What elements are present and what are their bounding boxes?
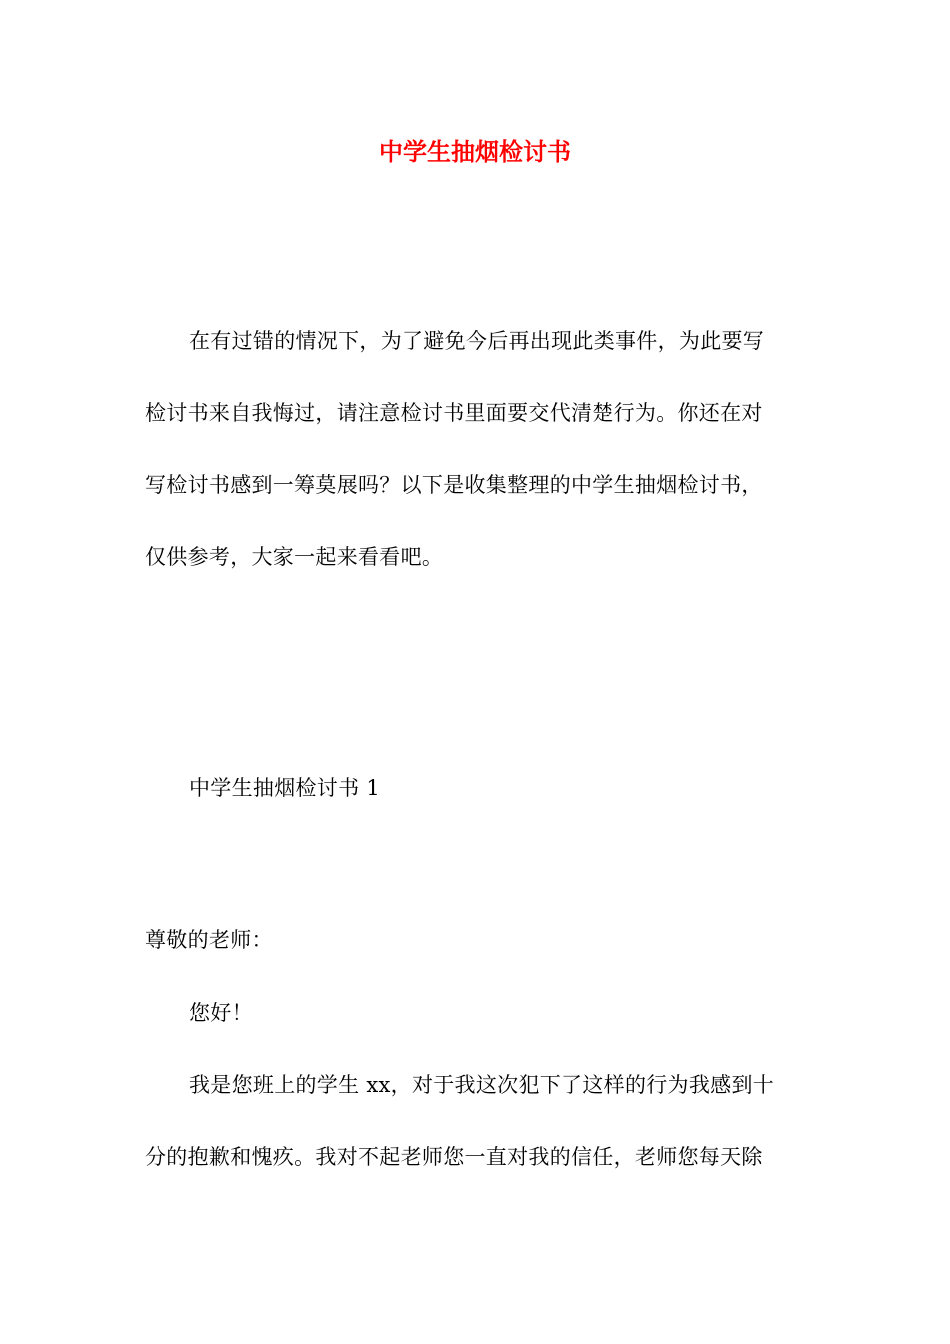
section-heading: 中学生抽烟检讨书 1 <box>189 776 381 800</box>
body-line-2: 分的抱歉和愧疚。我对不起老师您一直对我的信任，老师您每天除 <box>145 1145 763 1169</box>
document-title: 中学生抽烟检讨书 <box>379 137 571 166</box>
intro-line-2: 检讨书来自我悔过，请注意检讨书里面要交代清楚行为。你还在对 <box>145 401 763 425</box>
greeting: 您好！ <box>189 1001 253 1025</box>
salutation: 尊敬的老师： <box>145 928 273 952</box>
intro-line-4: 仅供参考，大家一起来看看吧。 <box>145 545 444 569</box>
intro-line-3: 写检讨书感到一筹莫展吗？以下是收集整理的中学生抽烟检讨书， <box>145 473 763 497</box>
intro-line-1: 在有过错的情况下，为了避免今后再出现此类事件，为此要写 <box>189 329 765 353</box>
body-line-1: 我是您班上的学生 xx，对于我这次犯下了这样的行为我感到十 <box>189 1073 775 1097</box>
